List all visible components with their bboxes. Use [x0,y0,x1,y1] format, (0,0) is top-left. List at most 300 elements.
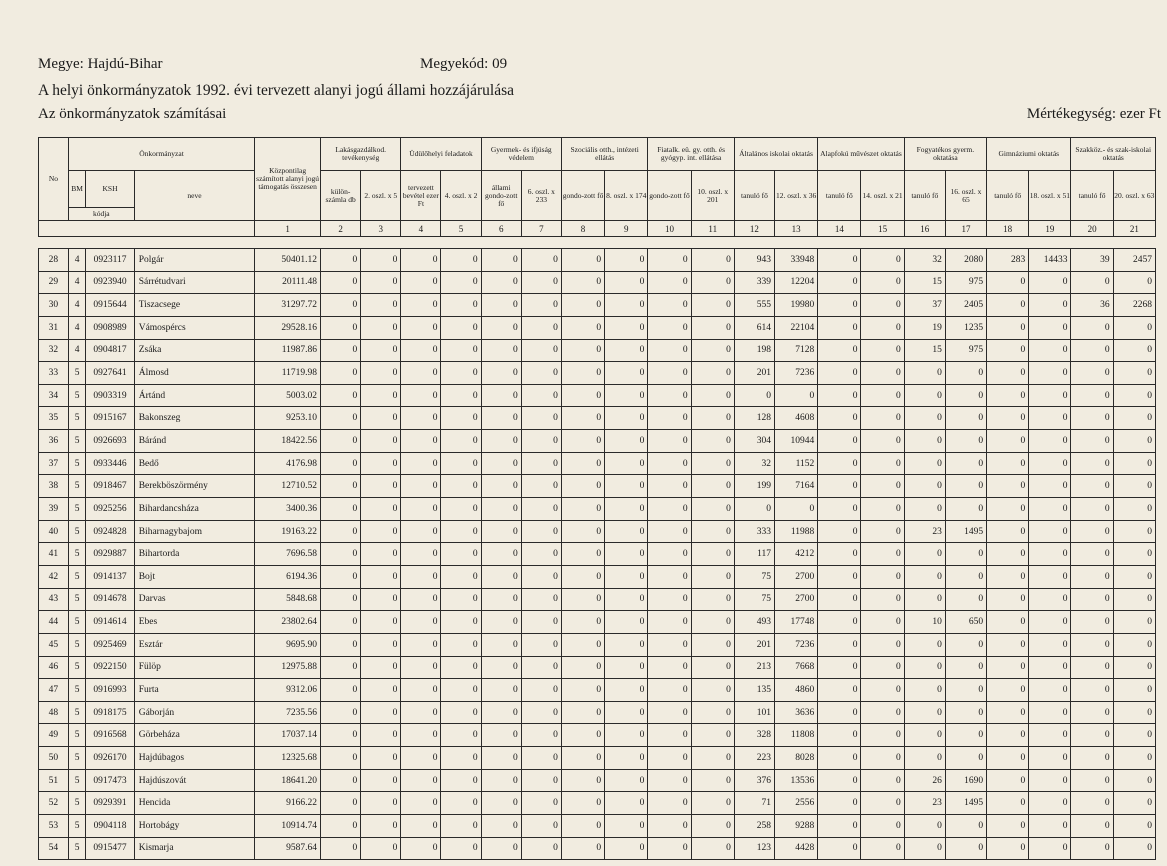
row-value: 0 [521,588,561,611]
row-value: 0 [561,543,604,566]
row-value: 975 [945,339,986,362]
row-value: 0 [818,565,861,588]
row-value: 0 [605,679,648,702]
row-value: 0 [321,520,361,543]
subheader: 12. oszl. x 36 [775,171,818,221]
row-bm: 5 [68,543,86,566]
row-value: 0 [361,520,401,543]
row-value: 0 [561,679,604,702]
row-bm: 4 [68,294,86,317]
row-value: 0 [1071,815,1113,838]
row-value: 0 [441,520,481,543]
header-kozponti: Központilag számított alanyi jogú támogatás összesen [255,138,321,221]
row-value: 0 [648,724,691,747]
subheader: 20. oszl. x 63 [1113,171,1155,221]
row-value: 0 [1071,271,1113,294]
row-value: 0 [861,339,904,362]
row-value: 650 [945,611,986,634]
subheader: gondo-zott fő [561,171,604,221]
row-value: 7128 [775,339,818,362]
col-number: 5 [441,221,481,237]
row-value: 0 [401,701,441,724]
table-row [39,633,1156,656]
row-value: 0 [1113,815,1155,838]
row-value: 0 [521,271,561,294]
row-value: 0 [945,543,986,566]
row-value: 0 [561,747,604,770]
row-name: Sárrétudvari [134,271,254,294]
row-value: 33948 [775,249,818,272]
row-value: 0 [521,475,561,498]
row-value: 0 [1113,724,1155,747]
row-value: 0 [441,339,481,362]
row-value: 0 [561,769,604,792]
row-value: 0 [605,452,648,475]
row-value: 0 [361,362,401,385]
row-value: 0 [361,407,401,430]
row-value: 0 [945,498,986,521]
row-value: 1495 [945,792,986,815]
row-total: 12975.88 [255,656,321,679]
row-value: 0 [361,498,401,521]
row-value: 0 [945,407,986,430]
row-value: 0 [401,452,441,475]
row-value: 0 [605,724,648,747]
row-value: 0 [481,611,521,634]
row-ksh: 0923117 [86,249,134,272]
row-value: 0 [818,792,861,815]
row-value: 0 [904,701,945,724]
row-value: 0 [1113,656,1155,679]
row-value: 0 [861,249,904,272]
row-bm: 5 [68,565,86,588]
row-value: 0 [1029,316,1071,339]
row-value: 36 [1071,294,1113,317]
row-value: 0 [361,543,401,566]
row-value: 0 [818,588,861,611]
col-number: 19 [1029,221,1071,237]
row-value: 0 [945,384,986,407]
row-value: 0 [818,543,861,566]
row-value: 0 [861,724,904,747]
row-no: 33 [39,362,69,385]
row-value: 0 [441,362,481,385]
row-value: 0 [818,407,861,430]
row-value: 0 [818,452,861,475]
row-bm: 5 [68,792,86,815]
table-row [39,815,1156,838]
row-value: 0 [861,588,904,611]
row-ksh: 0924828 [86,520,134,543]
row-value: 0 [945,565,986,588]
row-value: 0 [401,407,441,430]
row-ksh: 0904118 [86,815,134,838]
row-name: Bakonszeg [134,407,254,430]
row-value: 0 [818,339,861,362]
row-value: 0 [481,543,521,566]
row-value: 0 [691,656,734,679]
row-value: 0 [605,475,648,498]
row-total: 29528.16 [255,316,321,339]
row-value: 0 [1071,747,1113,770]
row-value: 4608 [775,407,818,430]
row-value: 0 [691,271,734,294]
row-no: 43 [39,588,69,611]
row-value: 15 [904,339,945,362]
row-ksh: 0916568 [86,724,134,747]
row-value: 0 [521,452,561,475]
table-row [39,724,1156,747]
row-value: 0 [818,294,861,317]
row-value: 0 [987,316,1029,339]
col-number: 1 [255,221,321,237]
row-value: 0 [1113,565,1155,588]
row-value: 0 [1071,633,1113,656]
row-value: 0 [648,316,691,339]
row-name: Álmosd [134,362,254,385]
row-value: 3636 [775,701,818,724]
row-value: 0 [987,452,1029,475]
row-value: 0 [987,588,1029,611]
row-value: 0 [401,249,441,272]
row-value: 8028 [775,747,818,770]
row-value: 23 [904,792,945,815]
subheader: 6. oszl. x 233 [521,171,561,221]
row-value: 0 [605,792,648,815]
row-total: 12710.52 [255,475,321,498]
row-total: 9312.06 [255,679,321,702]
row-name: Vámospércs [134,316,254,339]
table-row [39,294,1156,317]
col-number: 20 [1071,221,1113,237]
row-value: 0 [1029,407,1071,430]
row-value: 0 [401,498,441,521]
row-value: 0 [361,747,401,770]
subheader: tanuló fő [818,171,861,221]
row-value: 0 [605,271,648,294]
row-value: 0 [561,815,604,838]
header-gap [39,237,1156,249]
row-value: 0 [321,656,361,679]
row-value: 0 [605,249,648,272]
row-value: 0 [648,588,691,611]
row-value: 0 [1071,724,1113,747]
row-value: 0 [1029,430,1071,453]
row-value: 339 [734,271,774,294]
row-value: 0 [861,362,904,385]
table-row [39,316,1156,339]
row-value: 0 [818,611,861,634]
row-ksh: 0926693 [86,430,134,453]
row-value: 0 [561,588,604,611]
table-row [39,747,1156,770]
row-value: 0 [1029,498,1071,521]
row-total: 12325.68 [255,747,321,770]
row-value: 0 [861,701,904,724]
row-value: 0 [818,430,861,453]
row-ksh: 0916993 [86,679,134,702]
row-value: 0 [321,384,361,407]
row-value: 0 [521,430,561,453]
row-bm: 5 [68,588,86,611]
subheader: 10. oszl. x 201 [691,171,734,221]
row-name: Fülöp [134,656,254,679]
row-value: 0 [321,792,361,815]
row-value: 0 [521,543,561,566]
row-value: 0 [361,633,401,656]
row-ksh: 0917473 [86,769,134,792]
row-bm: 5 [68,747,86,770]
row-value: 0 [987,747,1029,770]
row-value: 14433 [1029,249,1071,272]
row-value: 0 [691,747,734,770]
row-bm: 5 [68,407,86,430]
row-value: 0 [321,294,361,317]
row-value: 0 [441,701,481,724]
row-value: 0 [1071,339,1113,362]
row-ksh: 0925469 [86,633,134,656]
row-value: 201 [734,633,774,656]
row-value: 0 [987,724,1029,747]
row-value: 493 [734,611,774,634]
row-value: 0 [945,724,986,747]
row-value: 4212 [775,543,818,566]
row-value: 0 [321,316,361,339]
row-value: 75 [734,588,774,611]
row-value: 0 [321,362,361,385]
row-value: 0 [441,769,481,792]
row-value: 0 [1113,498,1155,521]
row-no: 40 [39,520,69,543]
row-bm: 5 [68,362,86,385]
row-no: 50 [39,747,69,770]
row-no: 52 [39,792,69,815]
row-value: 0 [481,588,521,611]
row-value: 0 [904,588,945,611]
row-value: 0 [561,520,604,543]
row-value: 0 [648,430,691,453]
row-no: 38 [39,475,69,498]
row-value: 0 [521,249,561,272]
row-total: 9253.10 [255,407,321,430]
row-value: 0 [1029,543,1071,566]
row-total: 9695.90 [255,633,321,656]
row-value: 0 [945,701,986,724]
row-value: 15 [904,271,945,294]
row-value: 0 [691,384,734,407]
row-value: 0 [605,362,648,385]
row-value: 128 [734,407,774,430]
row-value: 0 [861,475,904,498]
row-value: 0 [481,792,521,815]
row-no: 44 [39,611,69,634]
row-name: Ártánd [134,384,254,407]
row-value: 0 [441,543,481,566]
row-value: 0 [1071,475,1113,498]
row-value: 0 [481,339,521,362]
row-value: 0 [648,633,691,656]
row-value: 0 [401,316,441,339]
row-value: 2700 [775,565,818,588]
row-total: 18641.20 [255,769,321,792]
row-value: 0 [321,271,361,294]
row-value: 0 [1029,520,1071,543]
row-value: 0 [521,747,561,770]
col-number: 17 [945,221,986,237]
row-no: 53 [39,815,69,838]
row-total: 50401.12 [255,249,321,272]
row-value: 37 [904,294,945,317]
row-name: Zsáka [134,339,254,362]
row-value: 0 [481,565,521,588]
row-value: 0 [605,294,648,317]
row-ksh: 0918467 [86,475,134,498]
row-value: 0 [1029,588,1071,611]
col-number: 8 [561,221,604,237]
row-value: 0 [648,271,691,294]
row-value: 0 [321,475,361,498]
row-value: 7236 [775,362,818,385]
data-table [38,137,1156,860]
row-value: 0 [321,498,361,521]
row-no: 49 [39,724,69,747]
row-value: 0 [605,769,648,792]
row-value: 0 [648,498,691,521]
table-row [39,656,1156,679]
row-value: 0 [648,294,691,317]
row-value: 0 [691,294,734,317]
row-value: 0 [401,792,441,815]
row-value: 0 [481,316,521,339]
subheader: külön-számla db [321,171,361,221]
row-value: 0 [605,815,648,838]
row-value: 0 [691,430,734,453]
row-value: 0 [521,792,561,815]
row-value: 0 [401,611,441,634]
row-ksh: 0918175 [86,701,134,724]
row-value: 0 [605,656,648,679]
row-value: 22104 [775,316,818,339]
row-total: 23802.64 [255,611,321,634]
row-value: 0 [818,316,861,339]
row-value: 0 [861,271,904,294]
row-value: 0 [861,384,904,407]
table-row [39,475,1156,498]
col-number: 7 [521,221,561,237]
row-value: 0 [481,701,521,724]
row-value: 75 [734,565,774,588]
row-value: 0 [361,769,401,792]
subheader: 8. oszl. x 174 [605,171,648,221]
row-value: 0 [691,837,734,860]
row-value: 0 [904,384,945,407]
row-value: 1152 [775,452,818,475]
row-value: 0 [321,769,361,792]
col-number: 10 [648,221,691,237]
row-value: 0 [321,611,361,634]
row-value: 0 [648,407,691,430]
row-value: 0 [1071,316,1113,339]
header-group: Gyermek- és ifjúság védelem [481,138,561,171]
row-value: 0 [945,430,986,453]
row-value: 0 [561,249,604,272]
table-row [39,407,1156,430]
row-value: 0 [1113,679,1155,702]
row-value: 0 [691,452,734,475]
row-value: 0 [818,520,861,543]
table-row [39,837,1156,860]
row-value: 0 [1071,520,1113,543]
header-kodja: kódja [68,208,134,221]
row-value: 0 [1113,384,1155,407]
row-value: 0 [605,316,648,339]
row-value: 0 [818,747,861,770]
header-group: Általános iskolai oktatás [734,138,817,171]
table-row [39,679,1156,702]
row-name: Kismarja [134,837,254,860]
row-name: Ebes [134,611,254,634]
row-value: 0 [321,452,361,475]
col-number: 13 [775,221,818,237]
row-value: 0 [1113,316,1155,339]
header-neve: neve [134,171,254,221]
header-group: Gimnáziumi oktatás [987,138,1071,171]
row-value: 71 [734,792,774,815]
row-value: 0 [521,656,561,679]
row-value: 0 [521,362,561,385]
table-row [39,339,1156,362]
row-total: 7696.58 [255,543,321,566]
row-value: 0 [691,407,734,430]
row-value: 0 [945,633,986,656]
row-value: 0 [691,475,734,498]
subheader: gondo-zott fő [648,171,691,221]
row-value: 0 [321,724,361,747]
row-value: 0 [561,611,604,634]
subheader: tanuló fő [987,171,1029,221]
row-value: 0 [691,679,734,702]
row-value: 0 [521,520,561,543]
row-value: 0 [861,565,904,588]
row-value: 0 [521,339,561,362]
row-value: 1235 [945,316,986,339]
row-value: 0 [648,520,691,543]
row-value: 0 [691,588,734,611]
row-value: 0 [818,633,861,656]
row-no: 54 [39,837,69,860]
row-value: 2405 [945,294,986,317]
row-value: 0 [441,316,481,339]
row-value: 0 [361,701,401,724]
row-value: 2700 [775,588,818,611]
row-value: 0 [945,747,986,770]
row-total: 5003.02 [255,384,321,407]
row-value: 0 [904,407,945,430]
row-bm: 5 [68,452,86,475]
subheader: 14. oszl. x 21 [861,171,904,221]
header-ksh: KSH [86,171,134,208]
row-value: 0 [1113,430,1155,453]
row-value: 0 [818,769,861,792]
row-value: 0 [441,837,481,860]
row-value: 0 [361,271,401,294]
row-value: 0 [401,815,441,838]
row-value: 0 [1113,271,1155,294]
row-value: 0 [481,747,521,770]
row-name: Bihartorda [134,543,254,566]
row-value: 0 [904,543,945,566]
row-name: Hajdúszovát [134,769,254,792]
